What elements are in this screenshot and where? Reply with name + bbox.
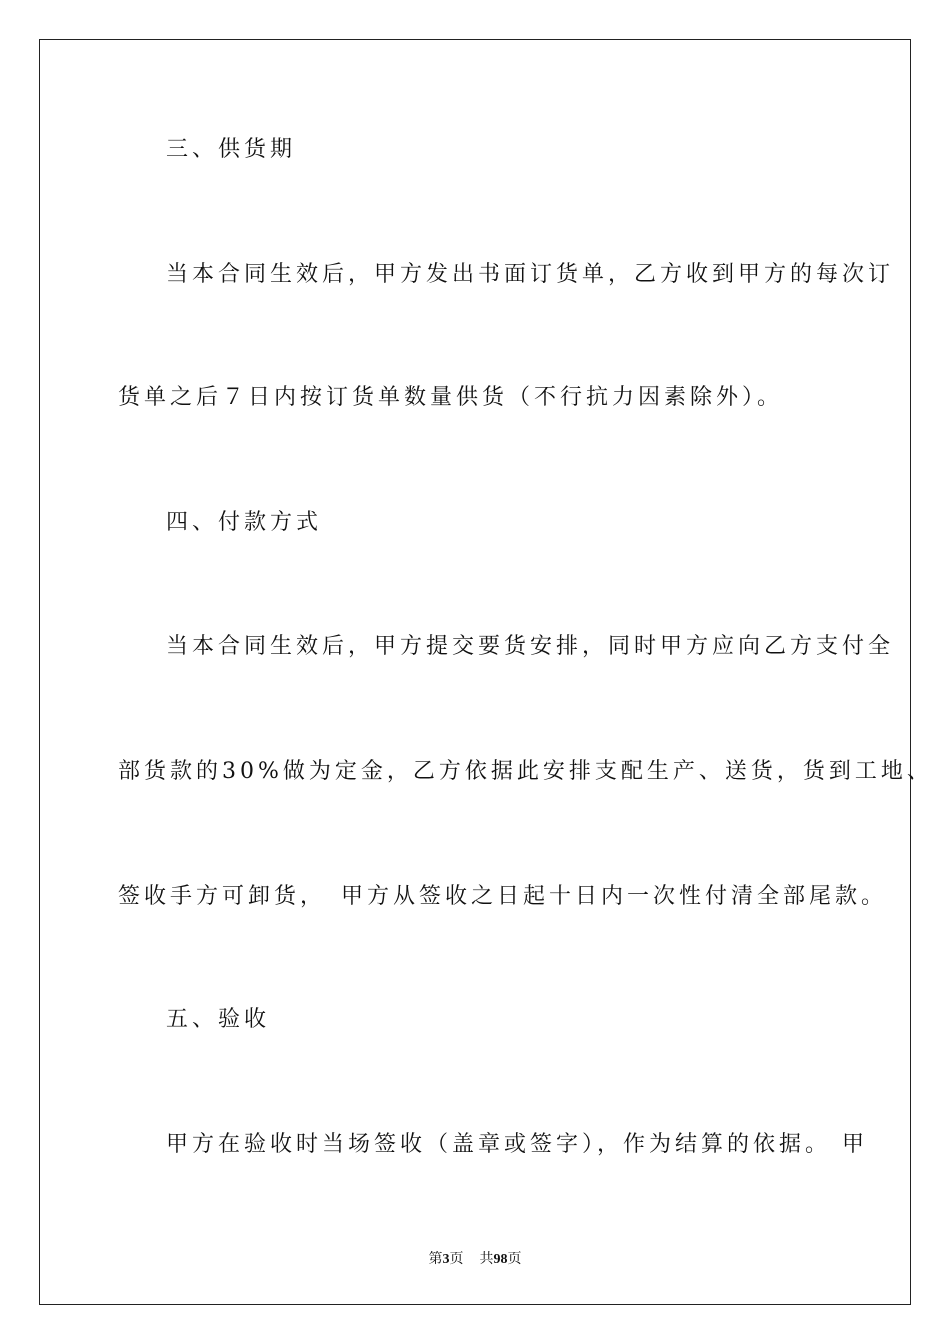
paragraph-line: 当本合同生效后，甲方提交要货安排，同时甲方应向乙方支付全 xyxy=(166,634,895,659)
page-footer xyxy=(0,1248,950,1268)
paragraph-line: 货单之后７日内按订货单数量供货（不行抗力因素除外）。 xyxy=(118,385,784,410)
footer-page-prefix: 第 xyxy=(428,1252,443,1267)
paragraph-line: 签收手方可卸货， 甲方从签收之日起十日内一次性付清全部尾款。 xyxy=(118,884,888,909)
section-heading-delivery-period: 三、供货期 xyxy=(166,137,297,162)
page-border xyxy=(39,39,911,1305)
footer-page-number: 3 xyxy=(442,1252,450,1267)
paragraph-line: 甲方在验收时当场签收（盖章或签字），作为结算的依据。 甲 xyxy=(166,1132,868,1157)
section-heading-payment-method: 四、付款方式 xyxy=(166,510,323,535)
footer-page-suffix: 页 xyxy=(449,1252,464,1267)
footer-total-prefix: 共 xyxy=(479,1252,494,1267)
paragraph-line: 部货款的30%做为定金，乙方依据此安排支配生产、送货，货到工地、 xyxy=(118,759,933,784)
paragraph-line: 当本合同生效后，甲方发出书面订货单，乙方收到甲方的每次订 xyxy=(166,262,895,287)
section-heading-acceptance: 五、验收 xyxy=(166,1007,271,1032)
footer-total-pages: 98 xyxy=(493,1252,508,1267)
footer-total-suffix: 页 xyxy=(507,1252,522,1267)
